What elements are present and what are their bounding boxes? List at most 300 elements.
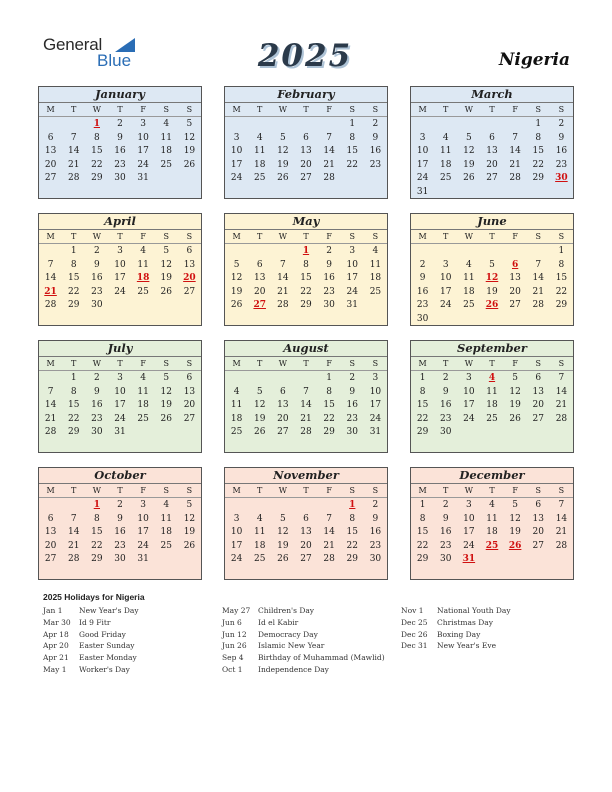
day-cell: 24 xyxy=(346,286,358,297)
month-august xyxy=(224,340,388,453)
day-cell: 10 xyxy=(439,273,452,284)
empty-cell xyxy=(271,245,294,259)
day-cell: 2 xyxy=(372,119,379,129)
holiday-row xyxy=(401,605,581,617)
day-cell: 21 xyxy=(67,540,80,551)
day-cell: 16 xyxy=(114,146,126,157)
holiday-row xyxy=(43,664,223,676)
holiday-name: Boxing Day xyxy=(437,629,481,639)
day-cell: 4 xyxy=(256,132,263,143)
day-cell: 24 xyxy=(114,413,126,424)
day-cell: 11 xyxy=(137,259,149,270)
empty-cell xyxy=(294,499,317,513)
day-cell: 2 xyxy=(349,373,356,383)
day-cell: 5 xyxy=(256,386,263,397)
day-cell: 18 xyxy=(486,527,498,538)
day-cell: 10 xyxy=(137,513,149,524)
day-cell: 10 xyxy=(463,513,475,524)
holiday-row xyxy=(43,652,223,664)
weekday-label: S xyxy=(163,232,170,241)
empty-cell xyxy=(480,245,503,259)
day-cell: 18 xyxy=(137,400,149,411)
day-cell: 7 xyxy=(70,132,77,143)
day-grid xyxy=(411,118,573,200)
month-january xyxy=(38,86,202,199)
day-cell: 26 xyxy=(160,286,172,297)
weekday-header xyxy=(39,230,201,244)
day-cell: 28 xyxy=(44,427,57,438)
holiday-name: New Year's Day xyxy=(79,606,139,615)
day-cell: 29 xyxy=(300,300,312,311)
day-cell: 10 xyxy=(114,386,126,397)
day-cell: 7 xyxy=(70,513,77,524)
day-cell: 5 xyxy=(186,119,193,129)
weekday-label: F xyxy=(326,105,332,114)
empty-cell xyxy=(480,118,503,132)
day-cell: 15 xyxy=(416,400,429,411)
holiday-name: Id el Kabir xyxy=(258,617,299,627)
day-cell: 14 xyxy=(44,273,57,284)
day-cell: 3 xyxy=(442,259,449,270)
day-cell: 6 xyxy=(303,513,309,524)
day-cell: 28 xyxy=(277,300,289,311)
day-grid xyxy=(411,499,573,567)
day-cell: 8 xyxy=(326,386,332,397)
day-cell: 20 xyxy=(277,413,289,424)
day-cell: 2 xyxy=(442,500,449,510)
day-cell: 20 xyxy=(532,527,544,538)
month-name: May xyxy=(225,214,387,230)
holiday-name: Birthday of Muhammad (Mawlid) xyxy=(258,653,385,663)
weekday-label: F xyxy=(326,486,332,495)
day-cell: 2 xyxy=(558,119,565,129)
day-grid xyxy=(225,372,387,440)
day-cell: 22 xyxy=(416,540,429,551)
day-cell: 20 xyxy=(486,159,498,170)
country-title: Nigeria xyxy=(498,50,570,70)
day-cell: 11 xyxy=(253,146,266,157)
day-cell: 30 xyxy=(439,554,452,565)
day-cell: 19 xyxy=(463,159,475,170)
day-cell: 15 xyxy=(91,527,103,538)
day-cell: 26 xyxy=(277,554,289,565)
month-may xyxy=(224,213,388,326)
day-cell: 6 xyxy=(47,513,54,524)
day-cell: 24 xyxy=(369,413,382,424)
day-cell: 26 xyxy=(253,427,266,438)
day-cell: 28 xyxy=(44,300,57,311)
day-cell: 1 xyxy=(326,373,332,383)
day-cell: 9 xyxy=(117,513,123,524)
day-cell: 9 xyxy=(93,386,100,397)
weekday-label: W xyxy=(92,232,101,241)
holiday-name: New Year's Eve xyxy=(437,641,497,651)
holiday-date: Apr 18 xyxy=(43,629,69,639)
day-cell: 9 xyxy=(349,386,356,397)
empty-cell xyxy=(248,245,271,259)
weekday-label: T xyxy=(443,359,449,368)
empty-cell xyxy=(411,118,434,132)
weekday-label: M xyxy=(46,359,55,368)
weekday-header xyxy=(411,230,573,244)
day-cell: 13 xyxy=(300,146,312,157)
day-cell: 3 xyxy=(140,119,146,129)
day-cell: 6 xyxy=(186,246,193,256)
day-cell: 26 xyxy=(160,413,172,424)
weekday-label: S xyxy=(558,105,565,114)
weekday-label: S xyxy=(372,359,379,368)
day-cell: 22 xyxy=(346,159,358,170)
day-cell: 10 xyxy=(463,386,475,397)
day-cell: 31 xyxy=(416,186,429,197)
weekday-label: T xyxy=(303,486,309,495)
month-february xyxy=(224,86,388,199)
empty-cell xyxy=(271,372,294,386)
holiday-day-cell: 1 xyxy=(349,500,356,510)
holiday-date: Jun 6 xyxy=(222,617,242,627)
day-cell: 1 xyxy=(419,373,426,383)
weekday-label: S xyxy=(349,486,356,495)
holiday-column xyxy=(222,605,402,676)
day-cell: 21 xyxy=(555,400,568,411)
weekday-label: F xyxy=(512,359,518,368)
day-cell: 24 xyxy=(137,540,149,551)
day-grid xyxy=(225,499,387,567)
day-cell: 12 xyxy=(160,259,172,270)
weekday-label: S xyxy=(372,486,379,495)
holiday-row xyxy=(222,629,402,641)
day-cell: 10 xyxy=(230,146,243,157)
holiday-date: Oct 1 xyxy=(222,664,243,674)
day-cell: 2 xyxy=(372,500,379,510)
day-cell: 9 xyxy=(117,132,123,143)
holiday-day-cell: 26 xyxy=(485,300,499,311)
weekday-header xyxy=(39,103,201,117)
day-cell: 13 xyxy=(300,527,312,538)
day-cell: 26 xyxy=(183,159,196,170)
day-cell: 12 xyxy=(230,273,243,284)
day-cell: 14 xyxy=(277,273,289,284)
holiday-day-cell: 18 xyxy=(136,273,150,284)
month-name: March xyxy=(411,87,573,103)
weekday-label: S xyxy=(186,359,193,368)
day-cell: 6 xyxy=(186,373,193,383)
day-cell: 28 xyxy=(300,427,312,438)
holiday-row xyxy=(222,617,402,629)
day-cell: 8 xyxy=(93,513,100,524)
day-cell: 7 xyxy=(535,259,542,270)
day-cell: 14 xyxy=(509,146,521,157)
empty-cell xyxy=(504,118,527,132)
weekday-label: S xyxy=(535,486,542,495)
day-cell: 29 xyxy=(67,427,80,438)
day-cell: 13 xyxy=(44,527,57,538)
empty-cell xyxy=(318,499,341,513)
weekday-header xyxy=(39,484,201,498)
day-cell: 5 xyxy=(512,500,518,510)
weekday-label: T xyxy=(117,359,123,368)
day-cell: 14 xyxy=(532,273,544,284)
holiday-row xyxy=(43,640,223,652)
day-cell: 11 xyxy=(230,400,243,411)
day-cell: 30 xyxy=(91,427,103,438)
day-cell: 11 xyxy=(439,146,452,157)
day-cell: 20 xyxy=(300,159,312,170)
day-cell: 1 xyxy=(349,119,356,129)
day-cell: 4 xyxy=(465,259,472,270)
day-cell: 15 xyxy=(67,400,80,411)
weekday-label: T xyxy=(117,105,123,114)
weekday-label: W xyxy=(92,486,101,495)
day-cell: 8 xyxy=(70,259,77,270)
day-cell: 13 xyxy=(532,513,544,524)
holiday-row xyxy=(401,640,581,652)
day-cell: 19 xyxy=(183,527,196,538)
weekday-label: T xyxy=(117,486,123,495)
day-cell: 5 xyxy=(279,132,286,143)
day-cell: 10 xyxy=(369,386,382,397)
day-cell: 19 xyxy=(509,527,521,538)
weekday-label: F xyxy=(512,105,518,114)
holiday-row xyxy=(222,652,402,664)
day-cell: 20 xyxy=(253,286,266,297)
empty-cell xyxy=(225,499,248,513)
weekday-label: F xyxy=(326,359,332,368)
month-name: September xyxy=(411,341,573,357)
weekday-label: F xyxy=(140,359,146,368)
day-cell: 12 xyxy=(277,527,289,538)
day-cell: 29 xyxy=(416,427,429,438)
holiday-day-cell: 12 xyxy=(485,273,499,284)
day-cell: 19 xyxy=(160,400,172,411)
empty-cell xyxy=(504,245,527,259)
weekday-label: W xyxy=(464,232,473,241)
weekday-label: T xyxy=(257,105,263,114)
day-cell: 26 xyxy=(183,540,196,551)
empty-cell xyxy=(434,118,457,132)
month-name: October xyxy=(39,468,201,484)
day-cell: 19 xyxy=(486,286,498,297)
day-cell: 10 xyxy=(346,259,358,270)
day-cell: 4 xyxy=(489,500,495,510)
day-cell: 25 xyxy=(253,173,266,184)
weekday-header xyxy=(39,357,201,371)
empty-cell xyxy=(457,118,480,132)
weekday-label: T xyxy=(303,232,309,241)
holiday-row xyxy=(222,664,402,676)
day-cell: 25 xyxy=(137,413,149,424)
day-cell: 13 xyxy=(183,386,196,397)
holiday-name: Easter Monday xyxy=(79,653,137,663)
holiday-day-cell: 4 xyxy=(488,373,496,383)
day-cell: 13 xyxy=(277,400,289,411)
day-cell: 27 xyxy=(183,413,196,424)
weekday-label: T xyxy=(489,486,495,495)
day-cell: 16 xyxy=(416,286,429,297)
day-cell: 26 xyxy=(509,413,521,424)
day-cell: 21 xyxy=(67,159,80,170)
weekday-label: M xyxy=(418,232,427,241)
empty-cell xyxy=(39,372,62,386)
weekday-header xyxy=(411,103,573,117)
day-cell: 3 xyxy=(372,373,379,383)
day-cell: 16 xyxy=(91,273,103,284)
day-cell: 30 xyxy=(346,427,358,438)
day-cell: 21 xyxy=(323,159,335,170)
day-cell: 11 xyxy=(160,513,172,524)
holiday-name: Worker's Day xyxy=(79,664,130,674)
holiday-date: May 27 xyxy=(222,606,251,615)
day-cell: 13 xyxy=(183,259,196,270)
weekday-label: T xyxy=(257,232,263,241)
day-cell: 19 xyxy=(253,413,266,424)
day-cell: 19 xyxy=(277,540,289,551)
holiday-date: Jun 26 xyxy=(222,641,247,651)
day-cell: 11 xyxy=(486,386,498,397)
weekday-label: S xyxy=(163,486,170,495)
weekday-header xyxy=(225,230,387,244)
day-cell: 16 xyxy=(114,527,126,538)
day-cell: 28 xyxy=(509,173,521,184)
empty-cell xyxy=(434,245,457,259)
holiday-name: Christmas Day xyxy=(437,617,493,627)
weekday-label: M xyxy=(418,105,427,114)
weekday-label: T xyxy=(443,105,449,114)
month-october xyxy=(38,467,202,580)
day-cell: 2 xyxy=(93,373,100,383)
day-cell: 17 xyxy=(439,286,452,297)
day-cell: 8 xyxy=(349,513,356,524)
day-cell: 31 xyxy=(114,427,126,438)
month-september xyxy=(410,340,574,453)
day-cell: 15 xyxy=(346,146,358,157)
day-cell: 8 xyxy=(70,386,77,397)
day-cell: 18 xyxy=(486,400,498,411)
day-cell: 26 xyxy=(230,300,243,311)
empty-cell xyxy=(62,499,85,513)
day-cell: 29 xyxy=(91,173,103,184)
weekday-label: F xyxy=(512,232,518,241)
day-cell: 21 xyxy=(300,413,312,424)
holiday-date: Apr 20 xyxy=(43,641,69,651)
weekday-label: M xyxy=(232,232,241,241)
day-cell: 28 xyxy=(67,554,80,565)
day-cell: 25 xyxy=(439,173,452,184)
day-cell: 23 xyxy=(555,159,568,170)
weekday-label: T xyxy=(71,359,77,368)
day-cell: 7 xyxy=(558,500,565,510)
day-cell: 5 xyxy=(512,373,518,383)
weekday-label: S xyxy=(535,232,542,241)
day-cell: 3 xyxy=(117,246,123,256)
holiday-row xyxy=(43,617,223,629)
day-cell: 8 xyxy=(303,259,309,270)
month-june xyxy=(410,213,574,326)
holiday-day-cell: 20 xyxy=(183,273,196,284)
day-cell: 2 xyxy=(419,259,426,270)
day-cell: 17 xyxy=(369,400,382,411)
day-cell: 18 xyxy=(439,159,452,170)
day-cell: 22 xyxy=(555,286,568,297)
weekday-label: T xyxy=(303,105,309,114)
day-cell: 25 xyxy=(137,286,149,297)
day-cell: 18 xyxy=(253,540,266,551)
day-cell: 30 xyxy=(439,427,452,438)
day-cell: 27 xyxy=(509,300,521,311)
day-cell: 18 xyxy=(230,413,243,424)
day-cell: 6 xyxy=(256,259,263,270)
day-cell: 29 xyxy=(416,554,429,565)
day-cell: 17 xyxy=(114,273,126,284)
day-cell: 1 xyxy=(419,500,426,510)
day-cell: 8 xyxy=(558,259,565,270)
day-cell: 20 xyxy=(44,159,57,170)
day-cell: 23 xyxy=(114,540,126,551)
holidays-title: 2025 Holidays for Nigeria xyxy=(43,592,145,602)
day-cell: 9 xyxy=(372,132,379,143)
day-cell: 17 xyxy=(114,400,126,411)
day-cell: 22 xyxy=(67,286,80,297)
day-cell: 24 xyxy=(463,413,475,424)
day-cell: 19 xyxy=(183,146,196,157)
day-cell: 23 xyxy=(323,286,335,297)
day-cell: 13 xyxy=(253,273,266,284)
day-cell: 27 xyxy=(486,173,498,184)
day-cell: 22 xyxy=(67,413,80,424)
day-cell: 12 xyxy=(463,146,475,157)
day-cell: 7 xyxy=(303,386,309,397)
day-cell: 11 xyxy=(137,386,149,397)
day-cell: 5 xyxy=(163,373,170,383)
empty-cell xyxy=(225,118,248,132)
day-cell: 12 xyxy=(509,386,521,397)
day-cell: 21 xyxy=(532,286,544,297)
holiday-day-cell: 1 xyxy=(93,500,100,510)
day-cell: 5 xyxy=(233,259,240,270)
day-cell: 23 xyxy=(346,413,358,424)
day-cell: 8 xyxy=(349,132,356,143)
empty-cell xyxy=(39,245,62,259)
day-grid xyxy=(225,118,387,186)
day-cell: 25 xyxy=(230,427,243,438)
holiday-name: National Youth Day xyxy=(437,606,511,615)
weekday-label: S xyxy=(535,105,542,114)
empty-cell xyxy=(225,245,248,259)
day-cell: 15 xyxy=(300,273,312,284)
empty-cell xyxy=(294,118,317,132)
month-name: July xyxy=(39,341,201,357)
holiday-name: Good Friday xyxy=(79,629,126,639)
day-cell: 31 xyxy=(137,554,149,565)
holiday-date: Apr 21 xyxy=(43,653,69,663)
day-cell: 16 xyxy=(439,527,452,538)
day-cell: 4 xyxy=(140,246,146,256)
day-cell: 11 xyxy=(463,273,475,284)
holiday-name: Democracy Day xyxy=(258,629,318,639)
day-cell: 16 xyxy=(369,146,382,157)
day-cell: 16 xyxy=(91,400,103,411)
day-cell: 11 xyxy=(253,527,266,538)
day-cell: 6 xyxy=(279,386,286,397)
day-cell: 20 xyxy=(183,400,196,411)
day-cell: 29 xyxy=(532,173,544,184)
day-cell: 16 xyxy=(346,400,358,411)
empty-cell xyxy=(39,499,62,513)
weekday-label: M xyxy=(46,232,55,241)
holiday-row xyxy=(43,629,223,641)
month-name: April xyxy=(39,214,201,230)
holiday-date: Jan 1 xyxy=(43,606,63,615)
